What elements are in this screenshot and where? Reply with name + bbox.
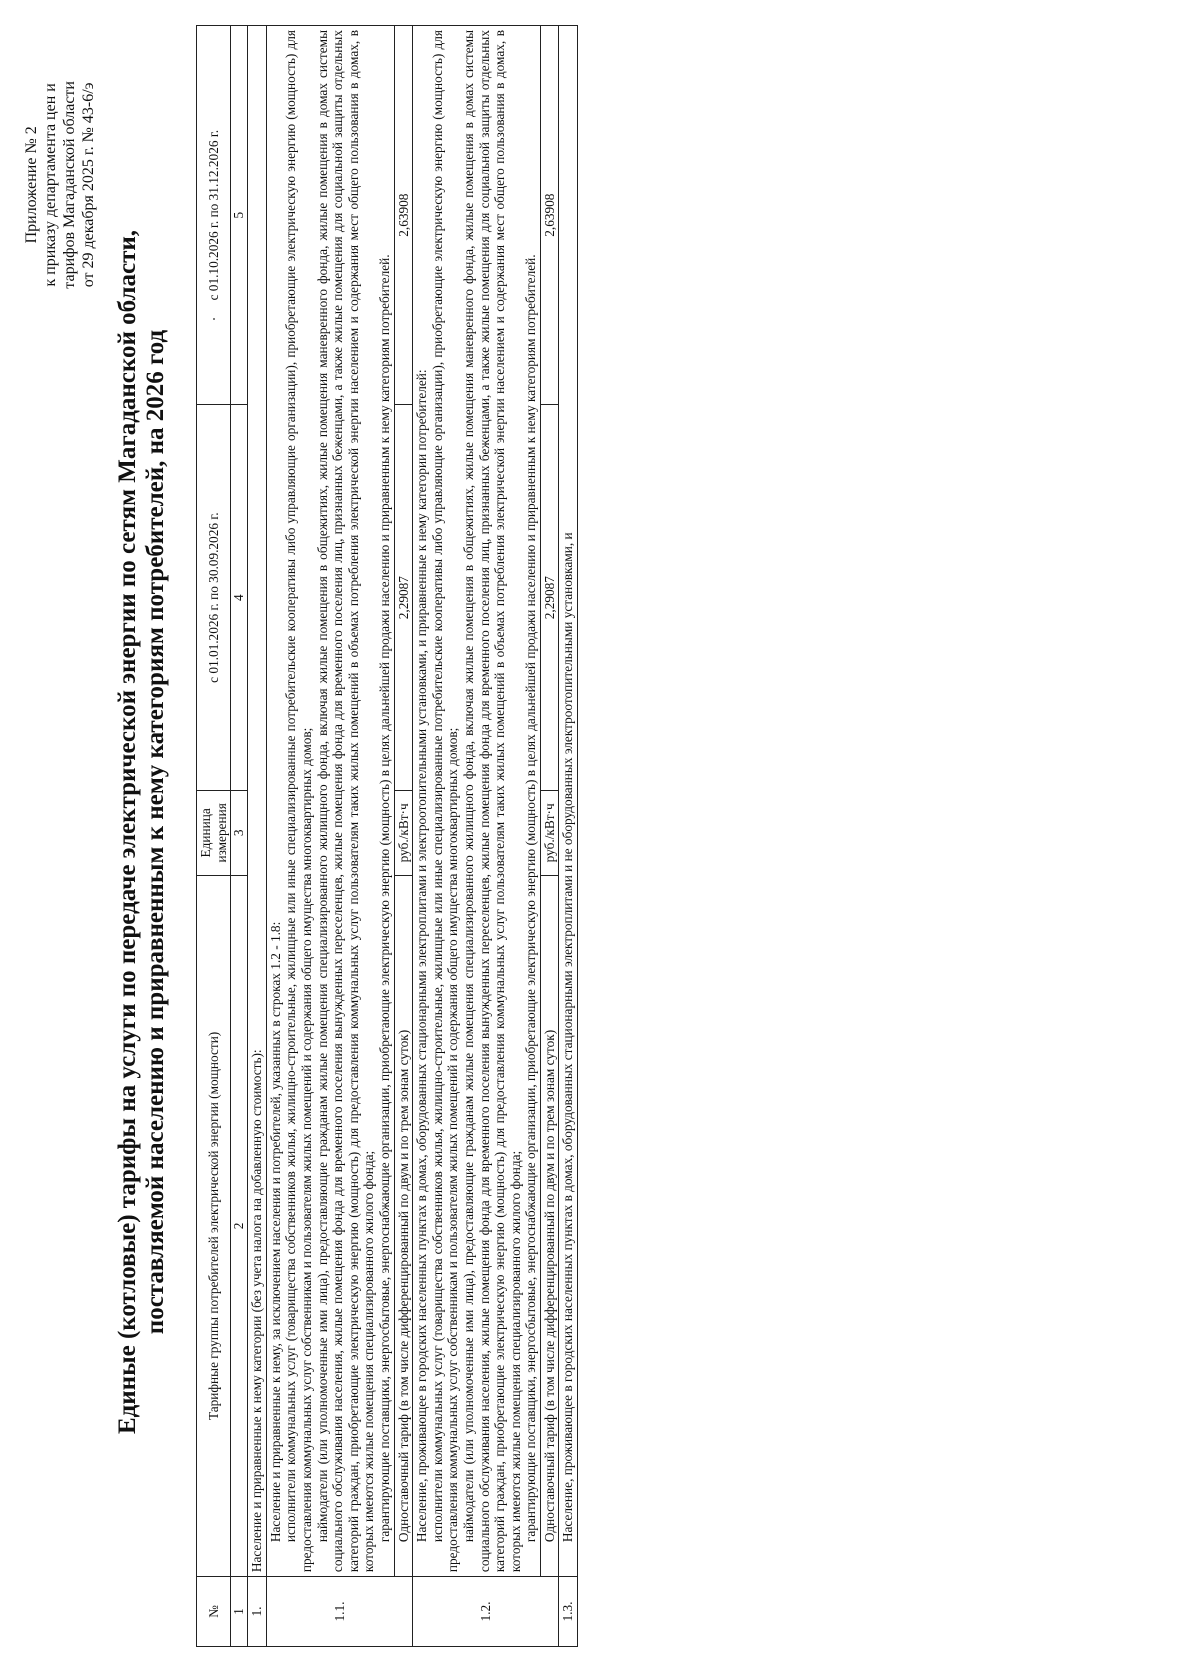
tariff-label: Одноставочный тариф (в том числе дифференцированный по двум и по трем зонам суток) xyxy=(394,875,413,1576)
row-number: 1.1. xyxy=(266,1577,412,1647)
appendix-line: от 29 декабря 2025 г. № 43-6/э xyxy=(80,82,97,288)
appendix-line: к приказу департамента цен и xyxy=(42,83,59,287)
column-index: 5 xyxy=(231,26,248,405)
table-row xyxy=(413,26,541,1647)
table-row xyxy=(266,26,394,1647)
appendix-line: тарифов Магаданской области xyxy=(61,81,78,289)
tariff-table xyxy=(196,25,578,1647)
tariff-unit: руб./кВт·ч xyxy=(540,790,559,875)
row-number: 1. xyxy=(248,1577,267,1647)
document-title xyxy=(114,17,170,1647)
row-paragraph: гарантирующие поставщики, энергосбытовые, энергоснабжающие организации, приобретающие электрическую энергию (мощность) в целях дальнейшей продажи населению и приравненным к нему категориям потребителей. xyxy=(523,254,539,1543)
column-index: 1 xyxy=(231,1577,248,1647)
row-paragraph: исполнители коммунальных услуг (товарищества собственников жилья, жилищно-строительные, жилищные или иные специализированные потребительские кооперативы либо управляющие организации), приобретающие электрическую энергию (мощность) для предоставления коммунальных услуг собственникам и пользователям жилых помещений и содержания общего имущества многоквартирных домов; xyxy=(429,30,461,1573)
row-paragraph: наймодатели (или уполномоченные ими лица), предоставляющие гражданам жилые помещения специализированного жилищного фонда, включая жилые помещения в общежитиях, жилые помещения маневренного фонда, жилые помещения в домах системы социального обслуживания населения, жилые помещения фонда для временного поселения вынужденных переселенцев, жилые помещения фонда для временного поселения лиц, признанных беженцами, а также жилые помещения для социальной защиты отдельных категорий граждан, приобретающие электрическую энергию (мощность) для предоставления коммунальных услуг пользователям таких жилых помещений в объемах потребления электрической энергии населением и содержания мест общего пользования в домах, в которых имеются жилые помещения специализированного жилого фонда; xyxy=(314,30,377,1573)
column-index: 4 xyxy=(231,405,248,791)
table-header-row xyxy=(197,26,231,1647)
row-paragraph: Население, проживающее в городских населенных пунктах в домах, оборудованных стационарными электроплитами и электроотопительными установками, и приравненные к нему категории потребителей: xyxy=(414,369,430,1543)
row-description xyxy=(266,26,394,1577)
table-row xyxy=(248,26,267,1647)
title-line: поставляемой населению и приравненным к нему категориям потребителей, на 2026 год xyxy=(142,329,169,1335)
tariff-row xyxy=(394,26,413,1647)
header-period-2: с 01.10.2026 г. по 31.12.2026 г. xyxy=(197,26,231,405)
column-index: 3 xyxy=(231,790,248,875)
row-paragraph: исполнители коммунальных услуг (товарищества собственников жилья, жилищно-строительные, жилищные или иные специализированные потребительские кооперативы либо управляющие организации), приобретающие электрическую энергию (мощность) для предоставления коммунальных услуг собственникам и пользователям жилых помещений и содержания общего имущества многоквартирных домов; xyxy=(283,30,314,1573)
tariff-row xyxy=(540,26,559,1647)
row-description xyxy=(413,26,541,1577)
header-group: Тарифные группы потребителей электрической энергии (мощности) xyxy=(197,875,231,1576)
tariff-value-period-1: 2,29087 xyxy=(394,405,413,791)
row-text: Население и приравненные к нему категории (без учета налога на добавленную стоимость): xyxy=(248,26,267,1577)
tariff-value-period-2: 2,63908 xyxy=(394,26,413,405)
tariff-unit: руб./кВт·ч xyxy=(394,790,413,875)
row-paragraph: Население и приравненные к нему, за исключением населения и потребителей, указанных в строках 1.2 - 1.8: xyxy=(267,921,283,1543)
appendix-block xyxy=(22,81,98,289)
row-paragraph: гарантирующие поставщики, энергосбытовые, энергоснабжающие организации, приобретающие электрическую энергию (мощность) в целях дальнейшей продажи населению и приравненным к нему категориям потребителей. xyxy=(376,254,392,1543)
appendix-line: Приложение № 2 xyxy=(23,126,40,244)
rotated-document-page xyxy=(18,17,1028,1647)
tariff-value-period-1: 2,29087 xyxy=(540,405,559,791)
header-period-1: с 01.01.2026 г. по 30.09.2026 г. xyxy=(197,405,231,791)
column-index: 2 xyxy=(231,875,248,1576)
row-text: Население, проживающее в городских населенных пунктах в домах, оборудованных стационарными электроплитами и не оборудованных электроотопительными установками, и xyxy=(559,26,578,1577)
tariff-label: Одноставочный тариф (в том числе дифференцированный по двум и по трем зонам суток) xyxy=(540,875,559,1576)
row-number: 1.3. xyxy=(559,1577,578,1647)
tariff-value-period-2: 2,63908 xyxy=(540,26,559,405)
table-row xyxy=(559,26,578,1647)
row-number: 1.2. xyxy=(413,1577,559,1647)
header-num: № xyxy=(197,1577,231,1647)
column-index-row xyxy=(231,26,248,1647)
header-unit: Единица измерения xyxy=(197,790,231,875)
row-paragraph: наймодатели (или уполномоченные ими лица), предоставляющие гражданам жилые помещения специализированного жилищного фонда, включая жилые помещения в общежитиях, жилые помещения маневренного фонда, жилые помещения в домах системы социального обслуживания населения, жилые помещения фонда для временного поселения вынужденных переселенцев, жилые помещения фонда для временного поселения лиц, признанных беженцами, а также жилые помещения для социальной защиты отдельных категорий граждан, приобретающие электрическую энергию (мощность) для предоставления коммунальных услуг пользователям таких жилых помещений в объемах потребления электрической энергии населением и содержания мест общего пользования в домах, в которых имеются жилые помещения специализированного жилого фонда; xyxy=(460,30,523,1573)
title-line: Единые (котловые) тарифы на услуги по передаче электрической энергии по сетям Магаданской области, xyxy=(114,229,141,1435)
